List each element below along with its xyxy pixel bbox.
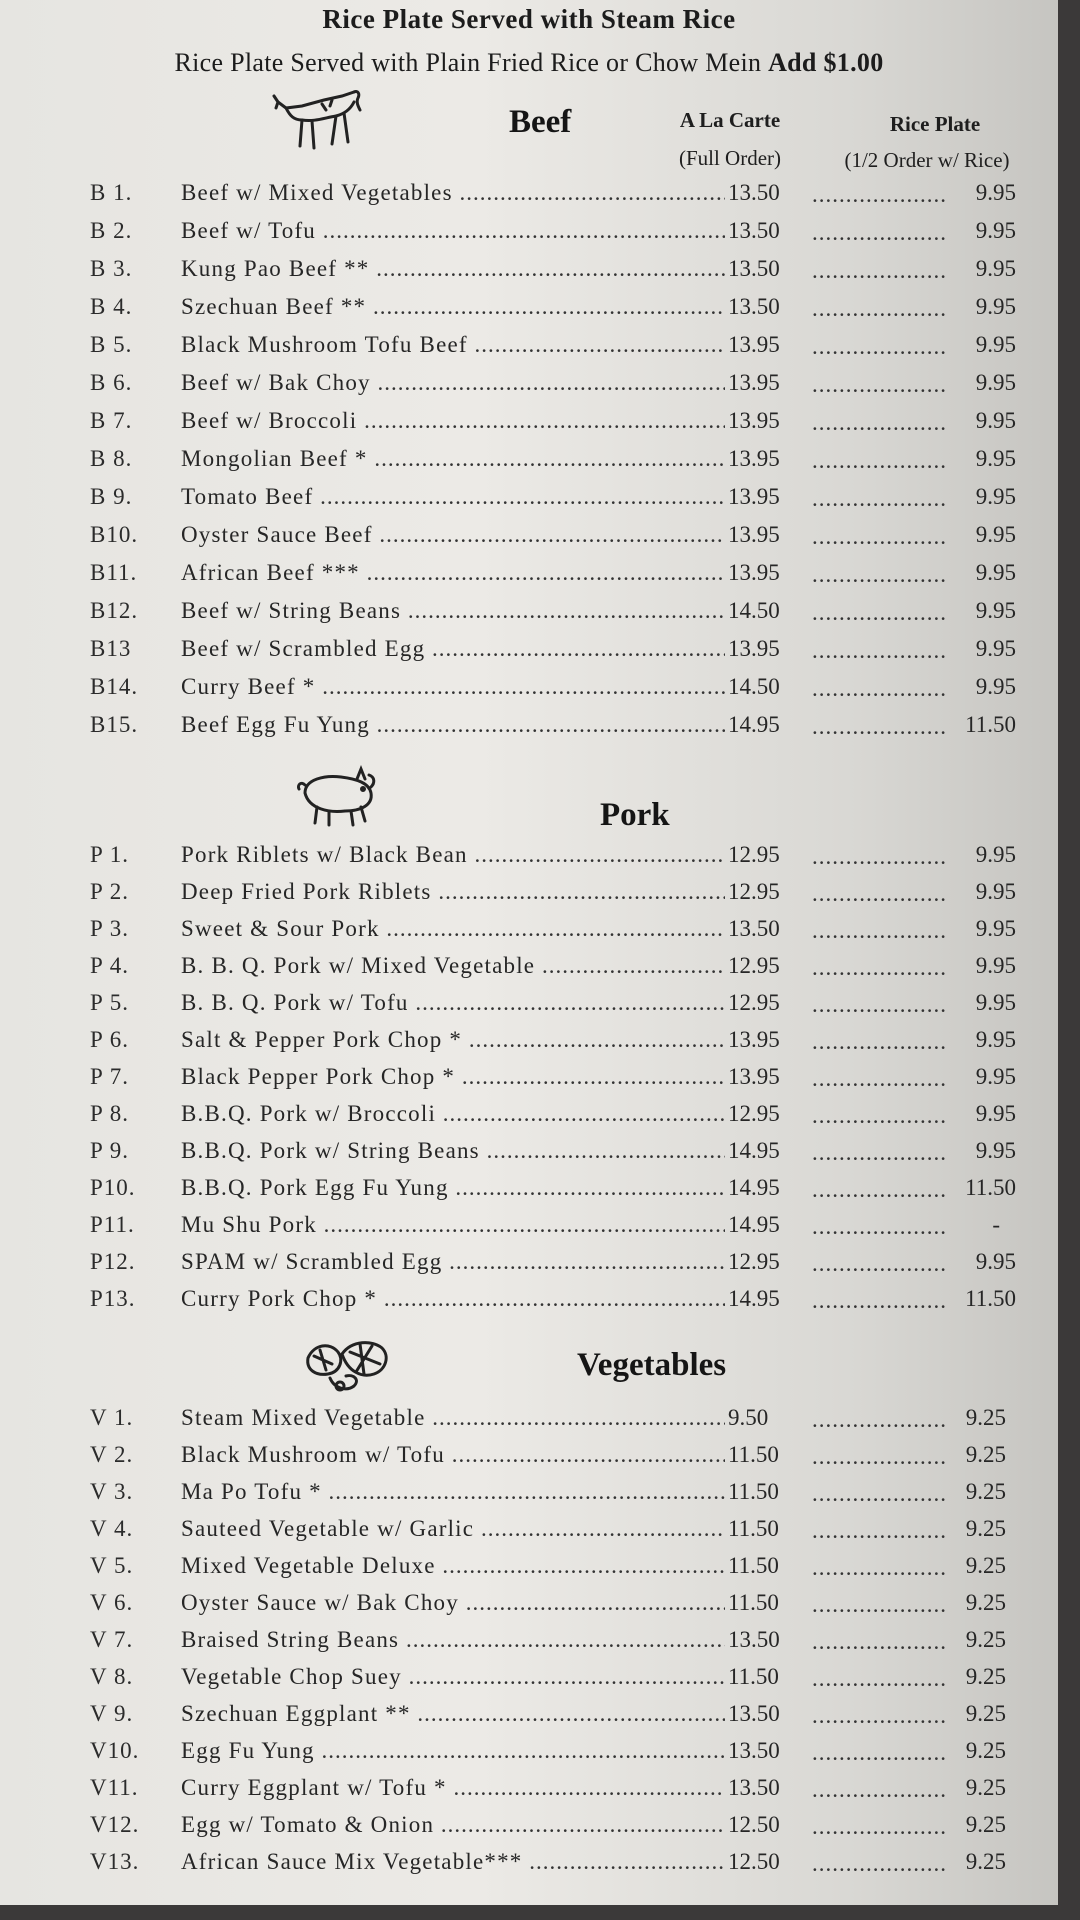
item-a-la-carte-price: 11.50 [728, 1664, 779, 1689]
item-a-la-carte-price: 13.50 [728, 1701, 780, 1726]
col-head-half-order: (1/2 Order w/ Rice) [844, 148, 1010, 172]
item-name: Beef w/ Mixed Vegetables [181, 180, 453, 205]
item-rice-plate-price: 9.25 [965, 1516, 1006, 1541]
item-a-la-carte-price: 13.95 [728, 370, 780, 395]
list-item [0, 560, 1058, 596]
list-item [0, 1064, 1058, 1100]
item-name: B. B. Q. Pork w/ Tofu [181, 990, 409, 1015]
item-name: Egg w/ Tomato & Onion [181, 1812, 435, 1837]
item-a-la-carte-price: 14.50 [728, 674, 780, 699]
item-rice-plate-price: 9.95 [975, 879, 1016, 904]
item-name: Oyster Sauce Beef [181, 522, 373, 547]
item-code: P11. [90, 1212, 135, 1237]
item-code: V10. [90, 1738, 140, 1763]
item-rice-plate-price: 9.95 [975, 218, 1016, 243]
menu-header-line1: Rice Plate Served with Steam Rice [322, 4, 736, 34]
item-name: B.B.Q. Pork w/ String Beans [181, 1138, 480, 1163]
item-a-la-carte-price: 13.95 [728, 560, 780, 585]
item-rice-plate-price: 9.25 [965, 1627, 1006, 1652]
item-a-la-carte-price: 12.50 [728, 1812, 780, 1837]
item-rice-plate-price: 11.50 [965, 1175, 1016, 1200]
pig-icon [295, 763, 377, 829]
item-rice-plate-price: 9.95 [975, 990, 1016, 1015]
item-name: Egg Fu Yung [181, 1738, 315, 1763]
list-item [0, 1627, 1058, 1663]
item-a-la-carte-price: 13.95 [728, 522, 780, 547]
item-a-la-carte-price: 12.50 [728, 1849, 780, 1874]
item-code: P 4. [90, 953, 129, 978]
item-code: P 8. [90, 1101, 129, 1126]
item-rice-plate-price: 9.95 [975, 256, 1016, 281]
item-a-la-carte-price: 11.50 [728, 1479, 779, 1504]
item-rice-plate-price: 9.25 [965, 1664, 1006, 1689]
header-line2-surcharge: Add $1.00 [768, 48, 884, 77]
list-item [0, 879, 1058, 915]
item-rice-plate-price: 9.95 [975, 842, 1016, 867]
list-item [0, 180, 1058, 216]
list-item [0, 446, 1058, 482]
item-a-la-carte-price: 13.50 [728, 1738, 780, 1763]
item-a-la-carte-price: 11.50 [728, 1590, 779, 1615]
item-a-la-carte-price: 11.50 [728, 1442, 779, 1467]
item-rice-plate-price: 9.25 [965, 1812, 1006, 1837]
item-name: Szechuan Beef ** [181, 294, 367, 319]
list-item [0, 218, 1058, 254]
item-name: Black Mushroom Tofu Beef [181, 332, 468, 357]
list-item [0, 1701, 1058, 1737]
list-item [0, 484, 1058, 520]
list-item [0, 1812, 1058, 1848]
item-rice-plate-price: 9.95 [975, 484, 1016, 509]
item-rice-plate-price: 9.25 [965, 1775, 1006, 1800]
menu-header-line2 [0, 48, 1058, 78]
item-code: B 7. [90, 408, 133, 433]
item-a-la-carte-price: 14.95 [728, 1212, 780, 1237]
item-name: Steam Mixed Vegetable [181, 1405, 426, 1430]
item-code: P12. [90, 1249, 136, 1274]
item-rice-plate-price: 9.25 [965, 1738, 1006, 1763]
list-item [0, 916, 1058, 952]
item-rice-plate-price: 9.25 [965, 1553, 1006, 1578]
item-rice-plate-price: 9.95 [975, 598, 1016, 623]
item-a-la-carte-price: 14.95 [728, 1286, 780, 1311]
list-item [0, 1849, 1058, 1885]
list-item [0, 598, 1058, 634]
item-rice-plate-price: 9.25 [965, 1701, 1006, 1726]
item-a-la-carte-price: 12.95 [728, 842, 780, 867]
item-code: P10. [90, 1175, 136, 1200]
item-code: V 1. [90, 1405, 134, 1430]
item-code: B 6. [90, 370, 133, 395]
item-code: V 2. [90, 1442, 134, 1467]
item-code: V 5. [90, 1553, 134, 1578]
item-a-la-carte-price: 12.95 [728, 879, 780, 904]
item-name: Kung Pao Beef ** [181, 256, 370, 281]
col-head-a-la-carte: A La Carte [679, 108, 781, 132]
item-code: V 8. [90, 1664, 134, 1689]
list-item [0, 1405, 1058, 1441]
item-rice-plate-price: 9.95 [975, 1101, 1016, 1126]
item-name: Mu Shu Pork [181, 1212, 317, 1237]
list-item [0, 636, 1058, 672]
item-name: Curry Eggplant w/ Tofu * [181, 1775, 447, 1800]
item-code: P 1. [90, 842, 129, 867]
item-a-la-carte-price: 13.95 [728, 332, 780, 357]
item-rice-plate-price: 9.25 [965, 1849, 1006, 1874]
item-name: B.B.Q. Pork Egg Fu Yung [181, 1175, 449, 1200]
item-a-la-carte-price: 13.95 [728, 446, 780, 471]
item-name: Sweet & Sour Pork [181, 916, 380, 941]
item-name: Curry Pork Chop * [181, 1286, 378, 1311]
item-name: Mixed Vegetable Deluxe [181, 1553, 436, 1578]
list-item [0, 1286, 1058, 1322]
vegetables-icon [300, 1334, 396, 1396]
item-a-la-carte-price: 13.50 [728, 294, 780, 319]
item-name: Beef w/ Tofu [181, 218, 317, 243]
item-code: V11. [90, 1775, 139, 1800]
list-item [0, 332, 1058, 368]
item-name: Beef Egg Fu Yung [181, 712, 370, 737]
item-a-la-carte-price: 11.50 [728, 1516, 779, 1541]
item-code: V 6. [90, 1590, 134, 1615]
item-code: P 9. [90, 1138, 129, 1163]
item-code: P 6. [90, 1027, 129, 1052]
list-item [0, 1101, 1058, 1137]
list-item [0, 953, 1058, 989]
item-code: B14. [90, 674, 139, 699]
cow-icon [272, 86, 364, 158]
item-code: P 5. [90, 990, 129, 1015]
item-code: B 9. [90, 484, 133, 509]
list-item [0, 842, 1058, 878]
item-name: Beef w/ Bak Choy [181, 370, 371, 395]
item-a-la-carte-price: 13.50 [728, 916, 780, 941]
item-a-la-carte-price: 13.95 [728, 1064, 780, 1089]
item-name: Pork Riblets w/ Black Bean [181, 842, 468, 867]
item-rice-plate-price: 9.25 [965, 1590, 1006, 1615]
item-name: Beef w/ Scrambled Egg [181, 636, 426, 661]
item-rice-plate-price: 9.95 [975, 560, 1016, 585]
item-code: P 2. [90, 879, 129, 904]
list-item [0, 990, 1058, 1026]
list-item [0, 256, 1058, 292]
list-item [0, 674, 1058, 710]
item-name: Beef w/ String Beans [181, 598, 402, 623]
item-a-la-carte-price: 11.50 [728, 1553, 779, 1578]
section-title-beef: Beef [509, 104, 572, 140]
item-name: Deep Fried Pork Riblets [181, 879, 432, 904]
item-a-la-carte-price: 13.95 [728, 1027, 780, 1052]
item-name: Vegetable Chop Suey [181, 1664, 402, 1689]
item-code: B 5. [90, 332, 133, 357]
item-code: V 4. [90, 1516, 134, 1541]
item-a-la-carte-price: 13.50 [728, 180, 780, 205]
item-rice-plate-price: 9.95 [975, 953, 1016, 978]
section-title-vegetables: Vegetables [577, 1347, 727, 1383]
item-name: Tomato Beef [181, 484, 314, 509]
item-rice-plate-price: 9.95 [975, 408, 1016, 433]
item-code: V12. [90, 1812, 140, 1837]
list-item [0, 1175, 1058, 1211]
item-code: B11. [90, 560, 138, 585]
item-code: P13. [90, 1286, 136, 1311]
item-name: B. B. Q. Pork w/ Mixed Vegetable [181, 953, 536, 978]
page-bottom-shadow [0, 1905, 1080, 1920]
item-rice-plate-price: 9.95 [975, 446, 1016, 471]
item-name: B.B.Q. Pork w/ Broccoli [181, 1101, 437, 1126]
list-item [0, 408, 1058, 444]
item-code: B12. [90, 598, 139, 623]
item-rice-plate-price: 11.50 [965, 712, 1016, 737]
item-rice-plate-price: - [992, 1212, 1000, 1237]
item-name: Black Mushroom w/ Tofu [181, 1442, 445, 1467]
item-a-la-carte-price: 13.50 [728, 256, 780, 281]
item-rice-plate-price: 9.95 [975, 1027, 1016, 1052]
item-rice-plate-price: 9.95 [975, 180, 1016, 205]
item-a-la-carte-price: 12.95 [728, 990, 780, 1015]
list-item [0, 522, 1058, 558]
item-code: V 3. [90, 1479, 134, 1504]
item-a-la-carte-price: 13.95 [728, 636, 780, 661]
list-item [0, 1664, 1058, 1700]
item-rice-plate-price: 9.95 [975, 674, 1016, 699]
item-name: Oyster Sauce w/ Bak Choy [181, 1590, 459, 1615]
item-a-la-carte-price: 13.95 [728, 408, 780, 433]
item-rice-plate-price: 9.25 [965, 1442, 1006, 1467]
item-name: Curry Beef * [181, 674, 316, 699]
item-code: B 8. [90, 446, 133, 471]
item-name: Mongolian Beef * [181, 446, 368, 471]
list-item [0, 1442, 1058, 1478]
list-item [0, 1138, 1058, 1174]
list-item [0, 1516, 1058, 1552]
list-item [0, 1249, 1058, 1285]
item-a-la-carte-price: 9.50 [728, 1405, 769, 1430]
item-rice-plate-price: 9.95 [975, 522, 1016, 547]
item-rice-plate-price: 9.95 [975, 332, 1016, 357]
item-name: Braised String Beans [181, 1627, 400, 1652]
item-name: SPAM w/ Scrambled Egg [181, 1249, 443, 1274]
item-rice-plate-price: 9.25 [965, 1479, 1006, 1504]
col-head-rice-plate: Rice Plate [889, 112, 981, 136]
item-name: Black Pepper Pork Chop * [181, 1064, 456, 1089]
item-a-la-carte-price: 14.50 [728, 598, 780, 623]
item-code: P 3. [90, 916, 129, 941]
item-a-la-carte-price: 12.95 [728, 1249, 780, 1274]
item-a-la-carte-price: 13.50 [728, 1627, 780, 1652]
item-code: B 4. [90, 294, 133, 319]
item-a-la-carte-price: 12.95 [728, 1101, 780, 1126]
item-rice-plate-price: 9.95 [975, 370, 1016, 395]
item-a-la-carte-price: 14.95 [728, 712, 780, 737]
item-code: B 2. [90, 218, 133, 243]
item-name: Sauteed Vegetable w/ Garlic [181, 1516, 475, 1541]
item-code: B 1. [90, 180, 133, 205]
item-name: Szechuan Eggplant ** [181, 1701, 411, 1726]
item-rice-plate-price: 9.95 [975, 636, 1016, 661]
item-name: African Sauce Mix Vegetable*** [181, 1849, 523, 1874]
header-line2-text: Rice Plate Served with Plain Fried Rice or Chow Mein [174, 48, 762, 77]
list-item [0, 1775, 1058, 1811]
section-title-pork: Pork [600, 797, 670, 833]
list-item [0, 1212, 1058, 1248]
item-rice-plate-price: 9.95 [975, 1064, 1016, 1089]
list-item [0, 294, 1058, 330]
item-code: V 7. [90, 1627, 134, 1652]
item-name: Beef w/ Broccoli [181, 408, 358, 433]
item-rice-plate-price: 9.25 [965, 1405, 1006, 1430]
list-item [0, 1553, 1058, 1589]
item-a-la-carte-price: 12.95 [728, 953, 780, 978]
item-code: B10. [90, 522, 139, 547]
item-code: V 9. [90, 1701, 134, 1726]
list-item [0, 370, 1058, 406]
item-rice-plate-price: 11.50 [965, 1286, 1016, 1311]
item-a-la-carte-price: 13.50 [728, 218, 780, 243]
item-name: Salt & Pepper Pork Chop * [181, 1027, 463, 1052]
item-rice-plate-price: 9.95 [975, 1249, 1016, 1274]
page-edge-shadow [1058, 0, 1080, 1920]
list-item [0, 1590, 1058, 1626]
list-item [0, 1479, 1058, 1515]
item-code: B15. [90, 712, 139, 737]
list-item [0, 1027, 1058, 1063]
list-item [0, 712, 1058, 748]
item-code: B 3. [90, 256, 133, 281]
item-a-la-carte-price: 14.95 [728, 1175, 780, 1200]
col-head-full-order: (Full Order) [678, 146, 782, 170]
item-rice-plate-price: 9.95 [975, 1138, 1016, 1163]
item-code: V13. [90, 1849, 140, 1874]
list-item [0, 1738, 1058, 1774]
item-code: P 7. [90, 1064, 129, 1089]
item-a-la-carte-price: 14.95 [728, 1138, 780, 1163]
item-rice-plate-price: 9.95 [975, 294, 1016, 319]
item-a-la-carte-price: 13.50 [728, 1775, 780, 1800]
item-name: Ma Po Tofu * [181, 1479, 322, 1504]
item-a-la-carte-price: 13.95 [728, 484, 780, 509]
item-name: African Beef *** [181, 560, 360, 585]
item-code: B13 [90, 636, 132, 661]
item-rice-plate-price: 9.95 [975, 916, 1016, 941]
